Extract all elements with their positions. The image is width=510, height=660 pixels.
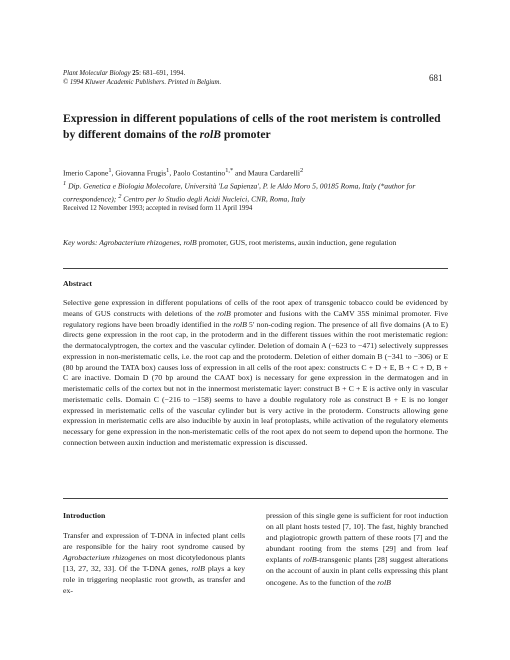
received-dates: Received 12 November 1993; accepted in revised form 11 April 1994: [63, 205, 253, 212]
title-gene: rolB: [199, 127, 221, 141]
journal-citation: [63, 70, 221, 87]
author-2-sup: 1: [166, 167, 170, 174]
abstract-text-3: 5′ non-coding region. The presence of all five domains (A to E) directs gene expression in the root cap, in the protoderm and in the different tissues within the root meristematic region: the dermatocalyptrogen, the cortex and the vascular cylinder. Deletion of domain A (−623 to −471) selectively suppresses expression in non-meristematic cells, i.e. the root cap and the protoderm. Deletion of either domain B (−341 to −306) or E (80 bp around the TATA box) causes loss of expression in all cells of the root apex: constructs C + D + E, B + C + D, B + C are inactive. Domain D (70 bp around the CAAT box) is necessary for gene expression in the dermatogen and in meristematic cells of the cortex but not in the innermost meristematic layer: construct B + C + E is active only in vascular meristematic cells. Domain C (−216 to −158) seems to have a double regulatory role as construct B + E is no longer expressed in meristematic cells of the vascular cylinder but is very active in the protoderm. Constructs allowing gene expression in meristematic cells are also inducible by auxin in leaf protoplasts, while activation of the regulatory elements necessary for gene expression in the non-meristematic cells of the root apex do not seem to depend upon the hormone. The connection between auxin induction and meristematic expression is discussed.: [63, 319, 448, 447]
journal-line-2: © 1994 Kluwer Academic Publishers. Printed in Belgium.: [63, 78, 222, 86]
introduction-column-right: [266, 510, 448, 588]
keywords-part-2: promoter, GUS, root meristems, auxin induction, gene regulation: [196, 238, 397, 247]
abstract-text-1: Selective gene expression in different populations of cells of the root apex of transgenic tobacco could be evidenced by means of GUS constructs with deletions of the: [63, 298, 448, 318]
keywords: [63, 237, 453, 248]
intro-text-3: plays a key role in triggering neoplastic root growth, as transfer and ex-: [63, 564, 245, 596]
title-main: Expression in different populations of cells of the root meristem is controlled by different domains of the: [63, 112, 441, 141]
abstract-gene-2: rolB: [233, 319, 247, 329]
intro-gene-3: rolB: [377, 577, 391, 587]
introduction-column-left: [63, 530, 245, 597]
intro-text-5: -transgenic plants [28] suggest alterations on the account of auxin in plant cells expressing this plant oncogene. As to the function of the: [266, 555, 448, 587]
title-tail: promoter: [220, 127, 271, 141]
intro-text-4: pression of this single gene is sufficient for root induction on all plant hosts tested [7, 10]. The fast, highly branched and plagiotropic growth pattern of these roots [7] and the abundant rooting from the stems [29] and from leaf explants of: [266, 511, 448, 565]
intro-gene-2: rolB: [303, 555, 317, 565]
paper-title: [63, 111, 453, 142]
intro-species: Agrobacterium rhizogenes: [63, 553, 147, 563]
affiliations: [63, 179, 453, 205]
author-3: , Paolo Costantino: [169, 168, 226, 178]
intro-text-2: on most dicotyledonous plants [13, 27, 32, 33]. Of the T-DNA genes,: [63, 553, 246, 574]
author-4-sup: 2: [300, 167, 304, 174]
keywords-part-1: Agrobacterium rhizogenes,: [97, 238, 184, 247]
abstract-body: [63, 298, 448, 449]
affiliation-2-sup: 2: [118, 193, 122, 201]
affiliation-1-sup: 1: [63, 180, 67, 188]
journal-line-1: [63, 70, 221, 79]
journal-name: Plant Molecular Biology: [63, 70, 131, 77]
keywords-label: Key words:: [63, 238, 98, 247]
author-4: and Maura Cardarelli: [233, 168, 300, 178]
intro-gene-1: rolB: [191, 564, 205, 574]
author-3-sup: 1,*: [225, 167, 234, 174]
journal-volume: 25: [132, 70, 140, 77]
affiliation-1: Dip. Genetica e Biologia Molecolare, Università 'La Sapienza', P. le Aldo Moro 5, 00185 Roma, Italy (*author for correspondence);: [63, 181, 416, 204]
intro-text-1: Transfer and expression of T-DNA in infected plant cells are responsible for the hairy root syndrome caused by: [63, 531, 245, 552]
divider-bottom: [63, 498, 448, 499]
divider-top: [63, 268, 448, 269]
author-1: Imerio Capone: [63, 168, 109, 178]
author-list: [63, 166, 453, 179]
journal-pages: : 681–691, 1994.: [139, 70, 186, 77]
author-2: , Giovanna Frugis: [111, 168, 167, 178]
abstract-gene-1: rolB: [217, 308, 231, 318]
keywords-gene: rolB: [183, 238, 197, 247]
abstract-heading: Abstract: [63, 279, 93, 288]
author-1-sup: 1: [108, 167, 112, 174]
introduction-heading: Introduction: [63, 511, 106, 520]
abstract-text-2: promoter and fusions with the CaMV 35S minimal promoter. Five regulatory regions have been broadly identified in the: [63, 308, 448, 329]
author-block: [63, 166, 453, 205]
affiliation-2: Centro per lo Studio degli Acidi Nucleici, CNR, Roma, Italy: [121, 194, 306, 204]
page-number: 681: [429, 73, 443, 83]
